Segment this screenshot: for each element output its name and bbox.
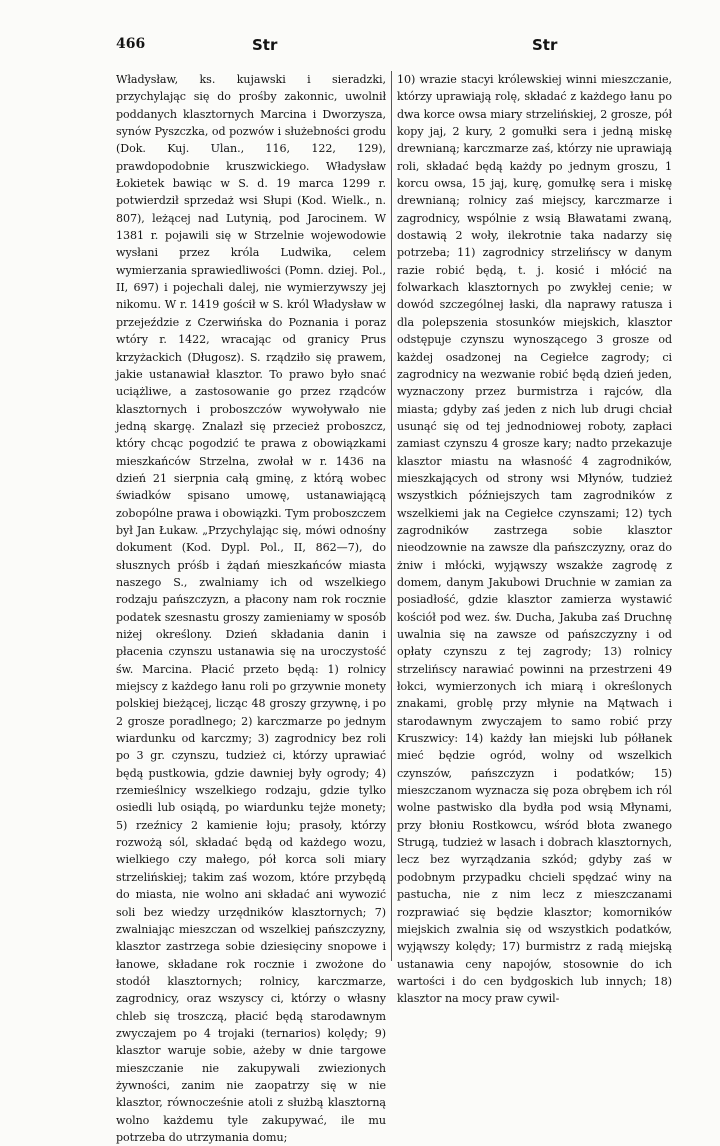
running-head-left: Str: [252, 36, 278, 54]
left-column-text: Władysław, ks. kujawski i sieradzki, przychylając się do prośby zakonnic, uwolnił poddanych klasztornych Marcina i Dworzysza, synów Pyszczka, od pozwów i służebności grodu (Dok. Kuj. Ulan., 116, 122, 129), prawdopodobnie kruszwickiego. Władysław Łokietek bawiąc w S. d. 19 marca 1299 r. potwierdził sprzedaż wsi Słupi (Kod. Wielk., n. 807), leżącej nad Lutynią, pod Jarocinem. W 1381 r. pojawili się w Strzelnie wojewodowie wysłani przez króla Ludwika, celem wymierzania sprawiedliwości (Pomn. dziej. Pol., II, 697) i pojechali dalej, nie wymierzywszy jej nikomu. W r. 1419 gościł w S. król Władysław w przejeździe z Czerwińska do Poznania i poraz wtóry r. 1422, wracając od granicy Prus krzyżackich (Długosz). S. rządziło się prawem, jakie ustanawiał klasztor. To prawo było snać uciążliwe, a zastosowanie go przez rządców klasztornych i proboszczów wywoływało nie jedną skargę. Znalazł się przecież proboszcz, który chcąc pogodzić te prawa z obowiązkami mieszkańców Strzelna, zwołał w r. 1436 na dzień 21 sierpnia całą gminę, z którą wobec świadków spisano umowę, ustanawiającą zobopólne prawa i obowiązki. Tym proboszczem był Jan Łukaw. „Przychylając się, mówi odnośny dokument (Kod. Dypl. Pol., II, 862—7), do słusznych próśb i żądań mieszkańców miasta naszego S., zwalniamy ich od wszelkiego rodzaju pańszczyzn, a płacony nam rok rocznie podatek szesnastu groszy zamieniamy w sposób niżej określony. Dzień składania danin i płacenia czynszu ustanawia się na uroczystość św. Marcina. Płacić przeto będą: 1) rolnicy miejscy z każdego łanu roli po grzywnie monety polskiej bieżącej, licząc 48 groszy grzywnę, i po 2 grosze poradlnego; 2) karczmarze po jednym wiardunku od karczmy; 3) zagrodnicy bez roli po 3 gr. czynszu, tudzież ci, którzy uprawiać będą pustkowia, gdzie dawniej były ogrody; 4) rzemieślnicy wszelkiego rodzaju, gdzie tylko osiedli lub osiądą, po wiardunku tejże monety; 5) rzeźnicy 2 kamienie łoju; prasoły, którzy rozwożą sól, składać będą od każdego wozu, wielkiego czy małego, pół korca soli miary strzelińskiej; takim zaś wozom, które przybędą do miasta, nie wolno ani składać ani wywozić soli bez wiedzy urzędników klasztornych; 7) zwalniając mieszczan od wszelkiej pańszczyzny, klasztor zastrzega sobie dziesięciny snopowe i łanowe, składane rok rocznie i zwożone do stodół klasztornych; rolnicy, karczmarze, zagrodnicy, oraz wszyscy ci, którzy o własny chleb się troszczą, płacić będą starodawnym zwyczajem po 4 trojaki (ternarios) kolędy; 9) klasztor waruje sobie, ażeby w dnie targowe mieszczanie nie zakupywali zwiezionych żywności, zanim nie zaopatrzy się w nie klasztor, równocześnie atoli z służbą klasztorną wolno każdemu tyle zakupywać, ile mu potrzeba do utrzymania domu;: [116, 73, 386, 1144]
right-column-text: 10) wrazie stacyi królewskiej winni mieszczanie, którzy uprawiają rolę, składać z każdego łanu po dwa korce owsa miary strzelińskiej, 2 grosze, pół kopy jaj, 2 kury, 2 gomułki sera i jedną miskę drewnianą; karczmarze zaś, którzy nie uprawiają roli, składać będą każdy po jednym groszu, 1 korcu owsa, 15 jaj, kurę, gomułkę sera i miskę drewnianą; rolnicy zaś miejscy, karczmarze i zagrodnicy, wspólnie z wsią Bławatami zwaną, dostawią 2 woły, ilekrotnie taka nadarzy się potrzeba; 11) zagrodnicy strzelińscy w danym razie robić będą, t. j. kosić i młócić na folwarkach klasztornych po zwykłej cenie; w dowód szczególnej łaski, dla naprawy ratusza i dla polepszenia stosunków miejskich, klasztor odstępuje czynszu wynoszącego 3 grosze od każdej osadzonej na Cegiełce zagrody; ci zagrodnicy na wezwanie robić będą dzień jeden, wyznaczony przez burmistrza i rajców, dla miasta; gdyby zaś jeden z nich lub drugi chciał usunąć się od tej jednodniowej roboty, zapłaci zamiast czynszu 4 grosze kary; nadto przekazuje klasztor miastu na własność 4 zagrodników, mieszkających od strony wsi Młynów, tudzież wszystkich późniejszych tam zagrodników z wszelkiemi jak na Cegiełce czynszami; 12) tych zagrodników zastrzega sobie klasztor nieodzownie na zawsze dla pańszczyzny, oraz do żniw i młócki, wyjąwszy wszakże zagrodę z domem, danym Jakubowi Druchnie w zamian za posiadłość, gdzie klasztor zamierza wystawić kościół pod wez. św. Ducha, Jakuba zaś Druchnę uwalnia się na zawsze od pańszczyzny i od opłaty czynszu z tej zagrody; 13) rolnicy strzelińscy narawiać powinni na przestrzeni 49 łokci, wymierzonych ich miarą i określonych znakami, groblę przy młynie na Mątwach i starodawnym zwyczajem to samo robić przy Kruszwicy: 14) każdy łan miejski lub półłanek mieć będzie ogród, wolny od wszelkich czynszów, pańszczyzn i podatków; 15) mieszczanom wyznacza się poza obrębem ich ról wolne pastwisko dla bydła pod wsią Młynami, przy błoniu Rostkowcu, wśród błota zwanego Strugą, tudzież w lasach i dobrach klasztornych, lecz bez wyrządzania szkód; gdyby zaś w podobnym przypadku chcieli spędzać winy na pastucha, nie z nim lecz z mieszczanami rozprawiać się będzie klasztor; komorników miejskich zwalnia się od wszystkich podatków, wyjąwszy kolędy; 17) burmistrz z radą miejską ustanawia ceny napojów, stosownie do ich wartości i do cen bydgoskich lub innych; 18) klasztor na mocy praw cywil-: [397, 73, 672, 1006]
text-columns: [116, 71, 672, 1144]
page-number: 466: [116, 36, 146, 52]
page-header: [116, 36, 672, 58]
running-head-right: Str: [532, 36, 558, 54]
column-divider: [391, 71, 392, 961]
